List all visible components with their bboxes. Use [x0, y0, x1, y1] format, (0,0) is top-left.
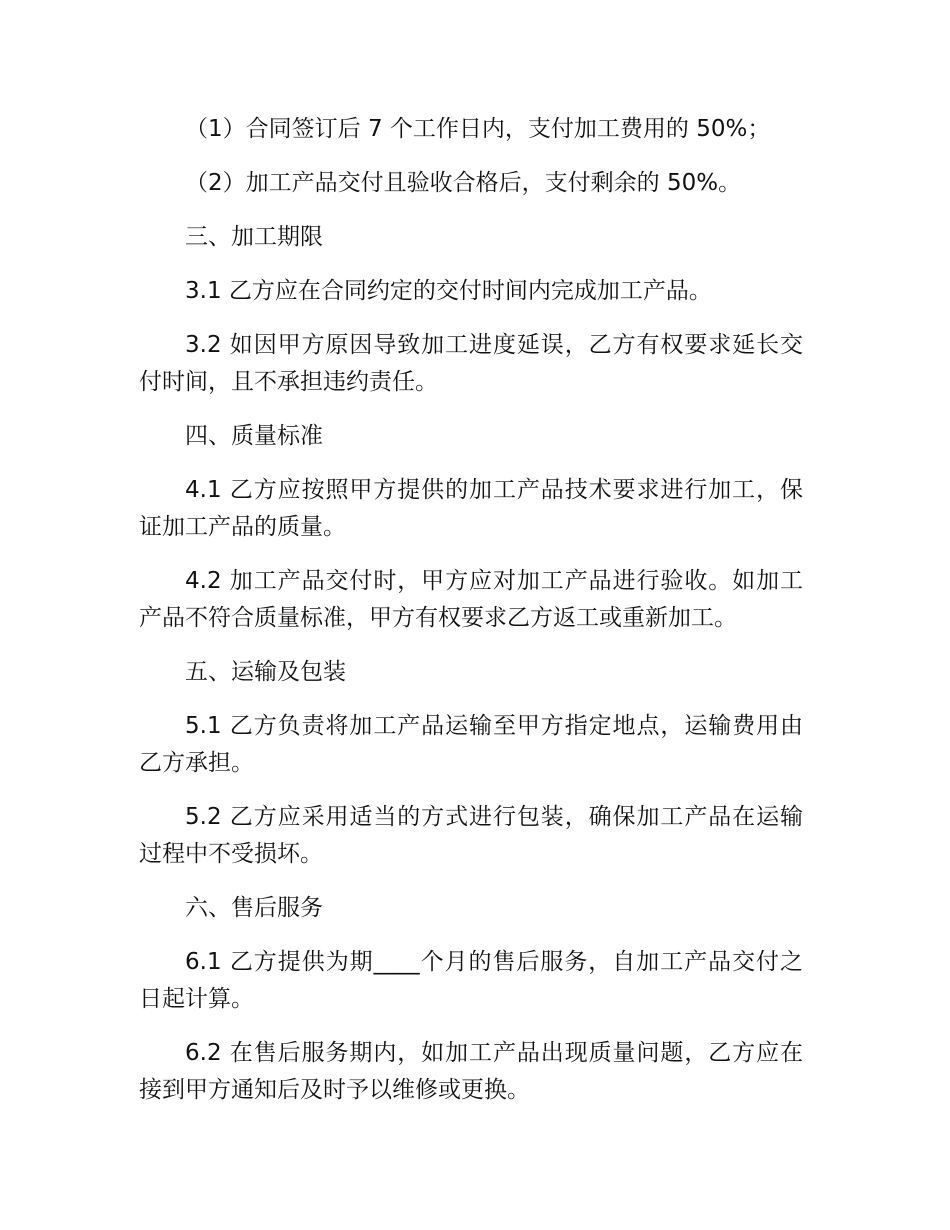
document-body	[139, 111, 803, 1126]
clause-4-1: 4.1 乙方应按照甲方提供的加工产品技术要求进行加工，保证加工产品的质量。	[139, 477, 803, 540]
clause-3-1: 3.1 乙方应在合同约定的交付时间内完成加工产品。	[185, 278, 712, 304]
section-heading-processing-period: 三、加工期限	[185, 224, 323, 250]
payment-term-2: （2）加工产品交付且验收合格后，支付剩余的 50%。	[185, 170, 742, 196]
clause-4-2: 4.2 加工产品交付时，甲方应对加工产品进行验收。如加工产品不符合质量标准，甲方有权要求乙方返工或重新加工。	[139, 568, 803, 631]
clause-6-2: 6.2 在售后服务期内，如加工产品出现质量问题，乙方应在接到甲方通知后及时予以维修或更换。	[139, 1040, 803, 1103]
clause-6-1: 6.1 乙方提供为期____个月的售后服务，自加工产品交付之日起计算。	[139, 949, 803, 1012]
clause-5-1: 5.1 乙方负责将加工产品运输至甲方指定地点，运输费用由乙方承担。	[139, 713, 803, 776]
section-heading-quality-standard: 四、质量标准	[185, 423, 323, 449]
section-heading-after-sales: 六、售后服务	[185, 895, 323, 921]
section-heading-transport-packaging: 五、运输及包装	[185, 659, 346, 685]
clause-5-2: 5.2 乙方应采用适当的方式进行包装，确保加工产品在运输过程中不受损坏。	[139, 804, 803, 867]
clause-3-2: 3.2 如因甲方原因导致加工进度延误，乙方有权要求延长交付时间，且不承担违约责任。	[139, 332, 803, 395]
payment-term-1: （1）合同签订后 7 个工作日内，支付加工费用的 50%；	[185, 116, 771, 142]
